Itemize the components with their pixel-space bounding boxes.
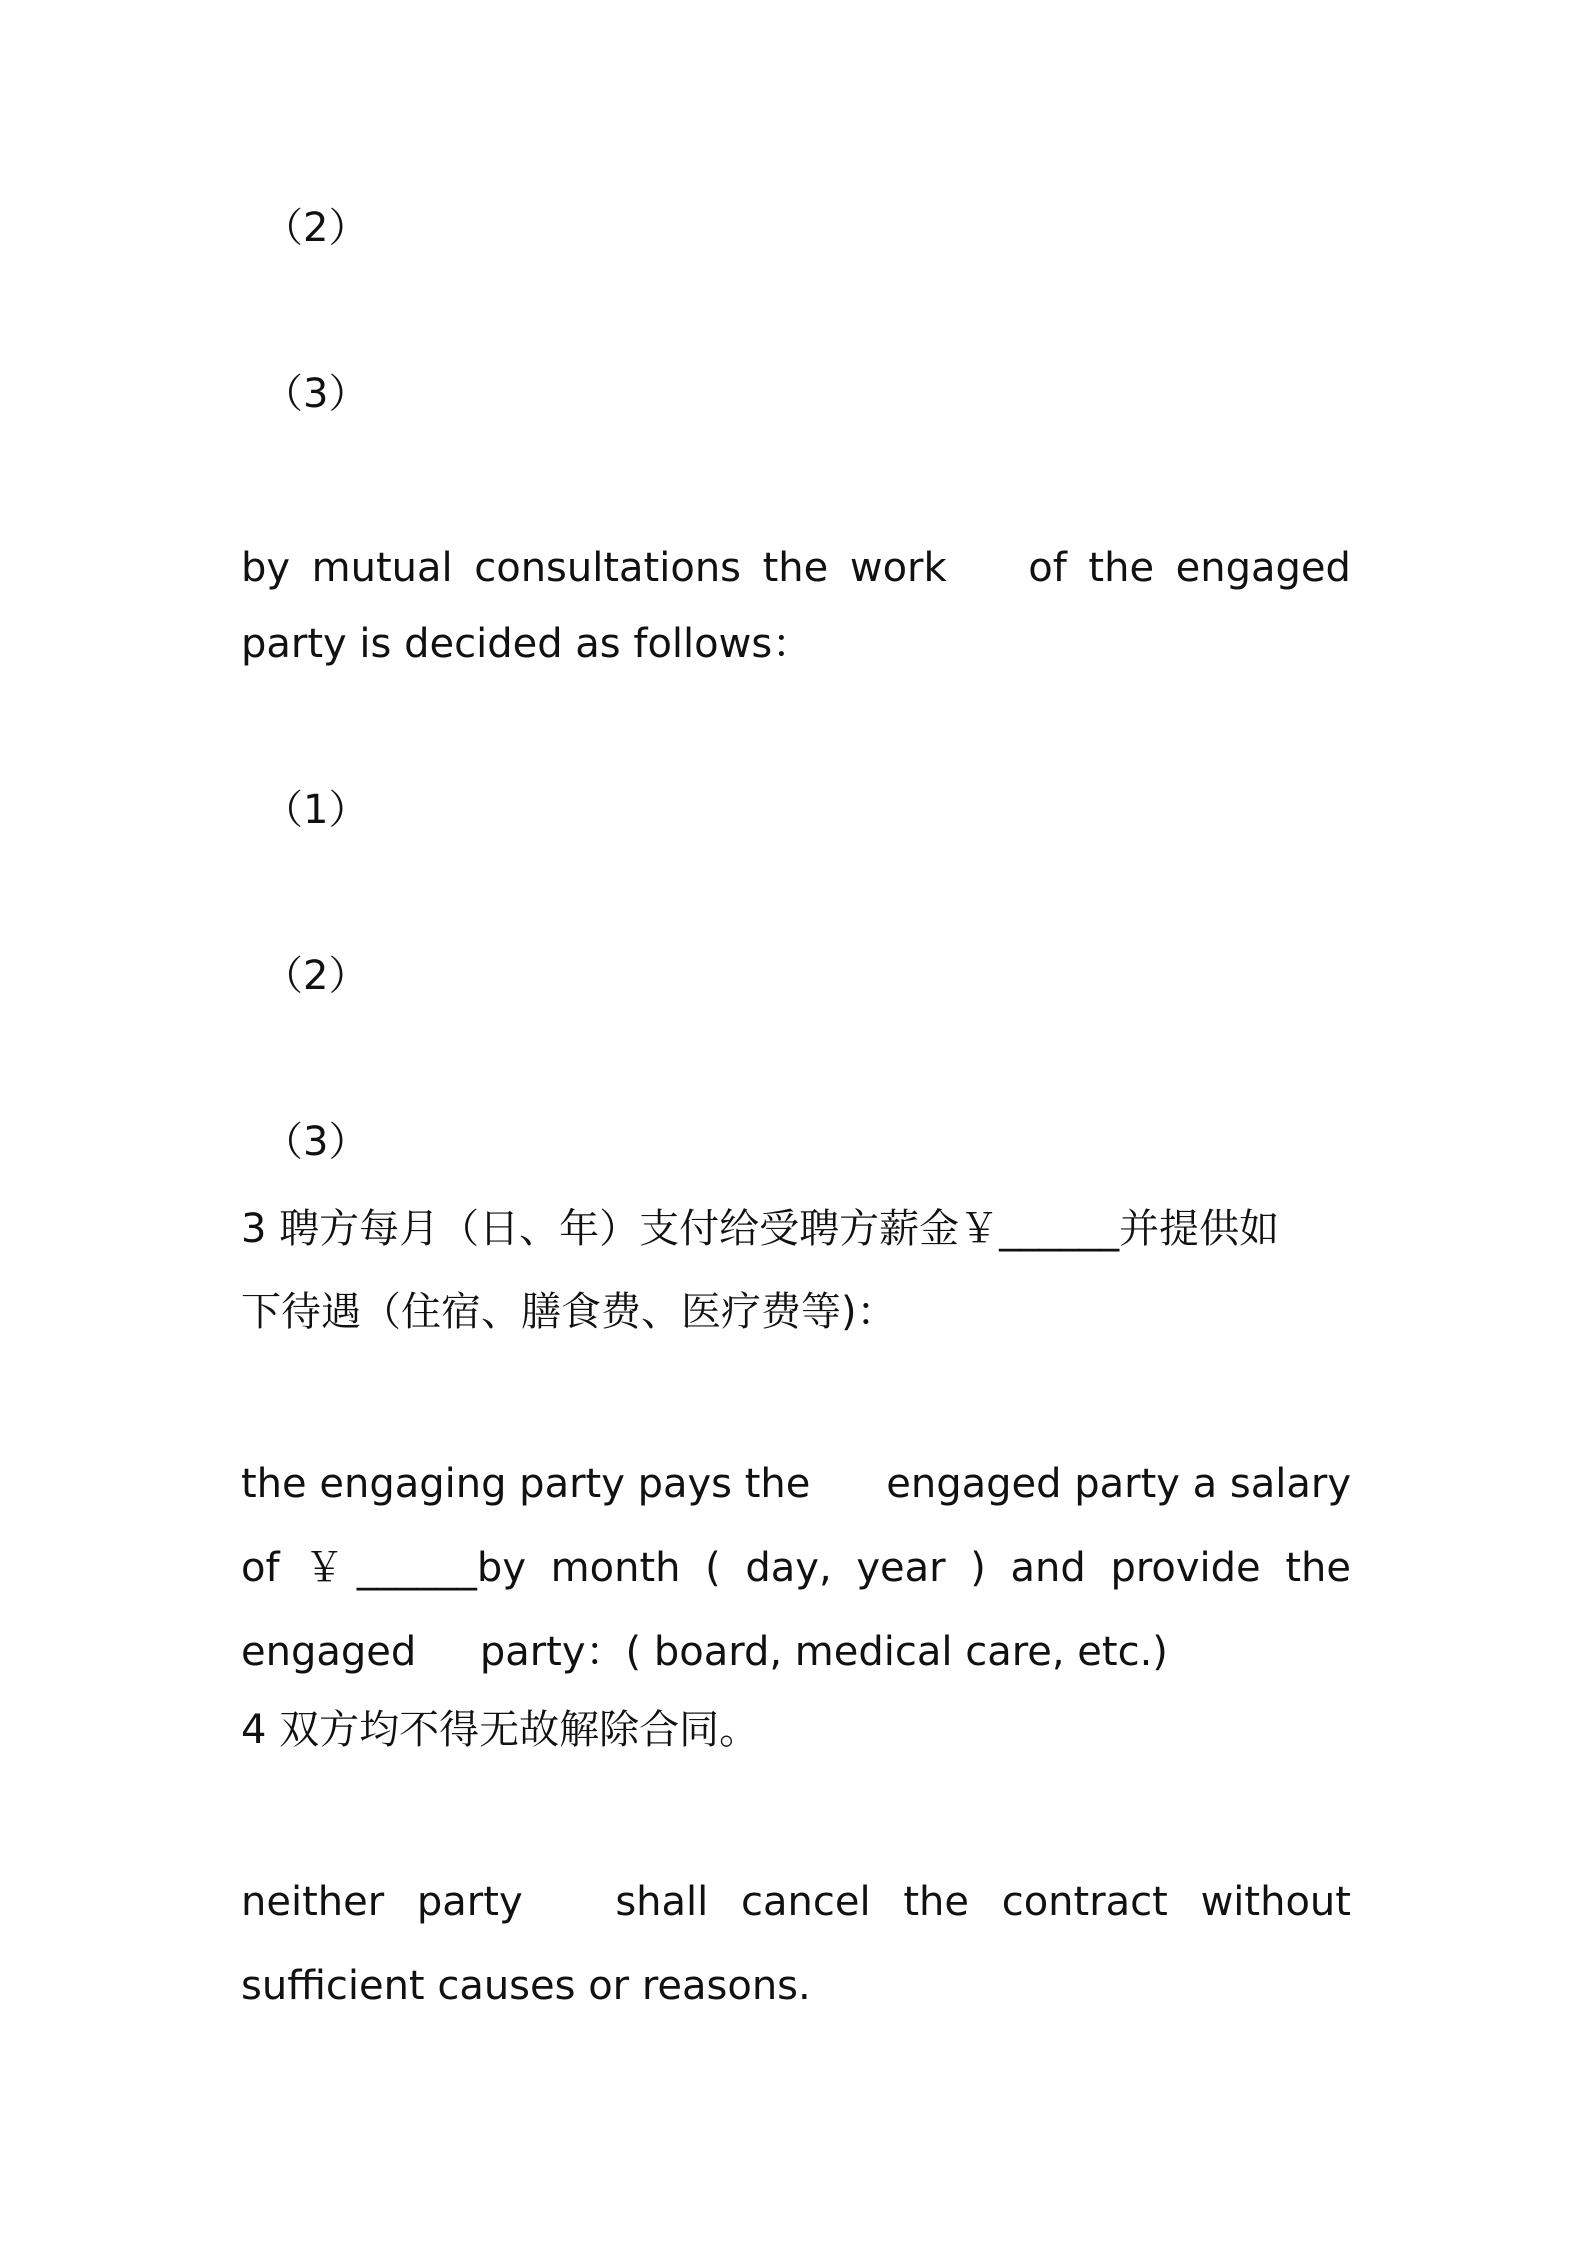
list-item-1: （1） (263, 787, 369, 833)
paragraph-salary-line-1: the engaging party pays the engaged party a salary (241, 1461, 1351, 1507)
paragraph-cancel-line-1: neither party shall cancel the contract without (241, 1879, 1351, 1925)
paragraph-salary-line-3: engaged party：( board, medical care, etc.) (241, 1629, 1168, 1675)
clause-3-line-1: 3 聘方每月（日、年）支付给受聘方薪金￥______并提供如 (241, 1206, 1280, 1252)
list-item-3b: （3） (263, 1119, 369, 1165)
paragraph-cancel-line-2: sufficient causes or reasons. (241, 1963, 811, 2009)
clause-3-line-2: 下待遇（住宿、膳食费、医疗费等)： (241, 1289, 897, 1335)
paragraph-work-line-2: party is decided as follows： (241, 621, 813, 667)
paragraph-salary-line-2: of ￥ ______by month ( day, year ) and provide the (241, 1545, 1351, 1591)
clause-4: 4 双方均不得无故解除合同。 (241, 1707, 760, 1753)
list-item-3: （3） (263, 371, 369, 417)
paragraph-work-line-1: by mutual consultations the work of the engaged (241, 545, 1351, 591)
list-item-2b: （2） (263, 953, 369, 999)
list-item-2: （2） (263, 205, 369, 251)
